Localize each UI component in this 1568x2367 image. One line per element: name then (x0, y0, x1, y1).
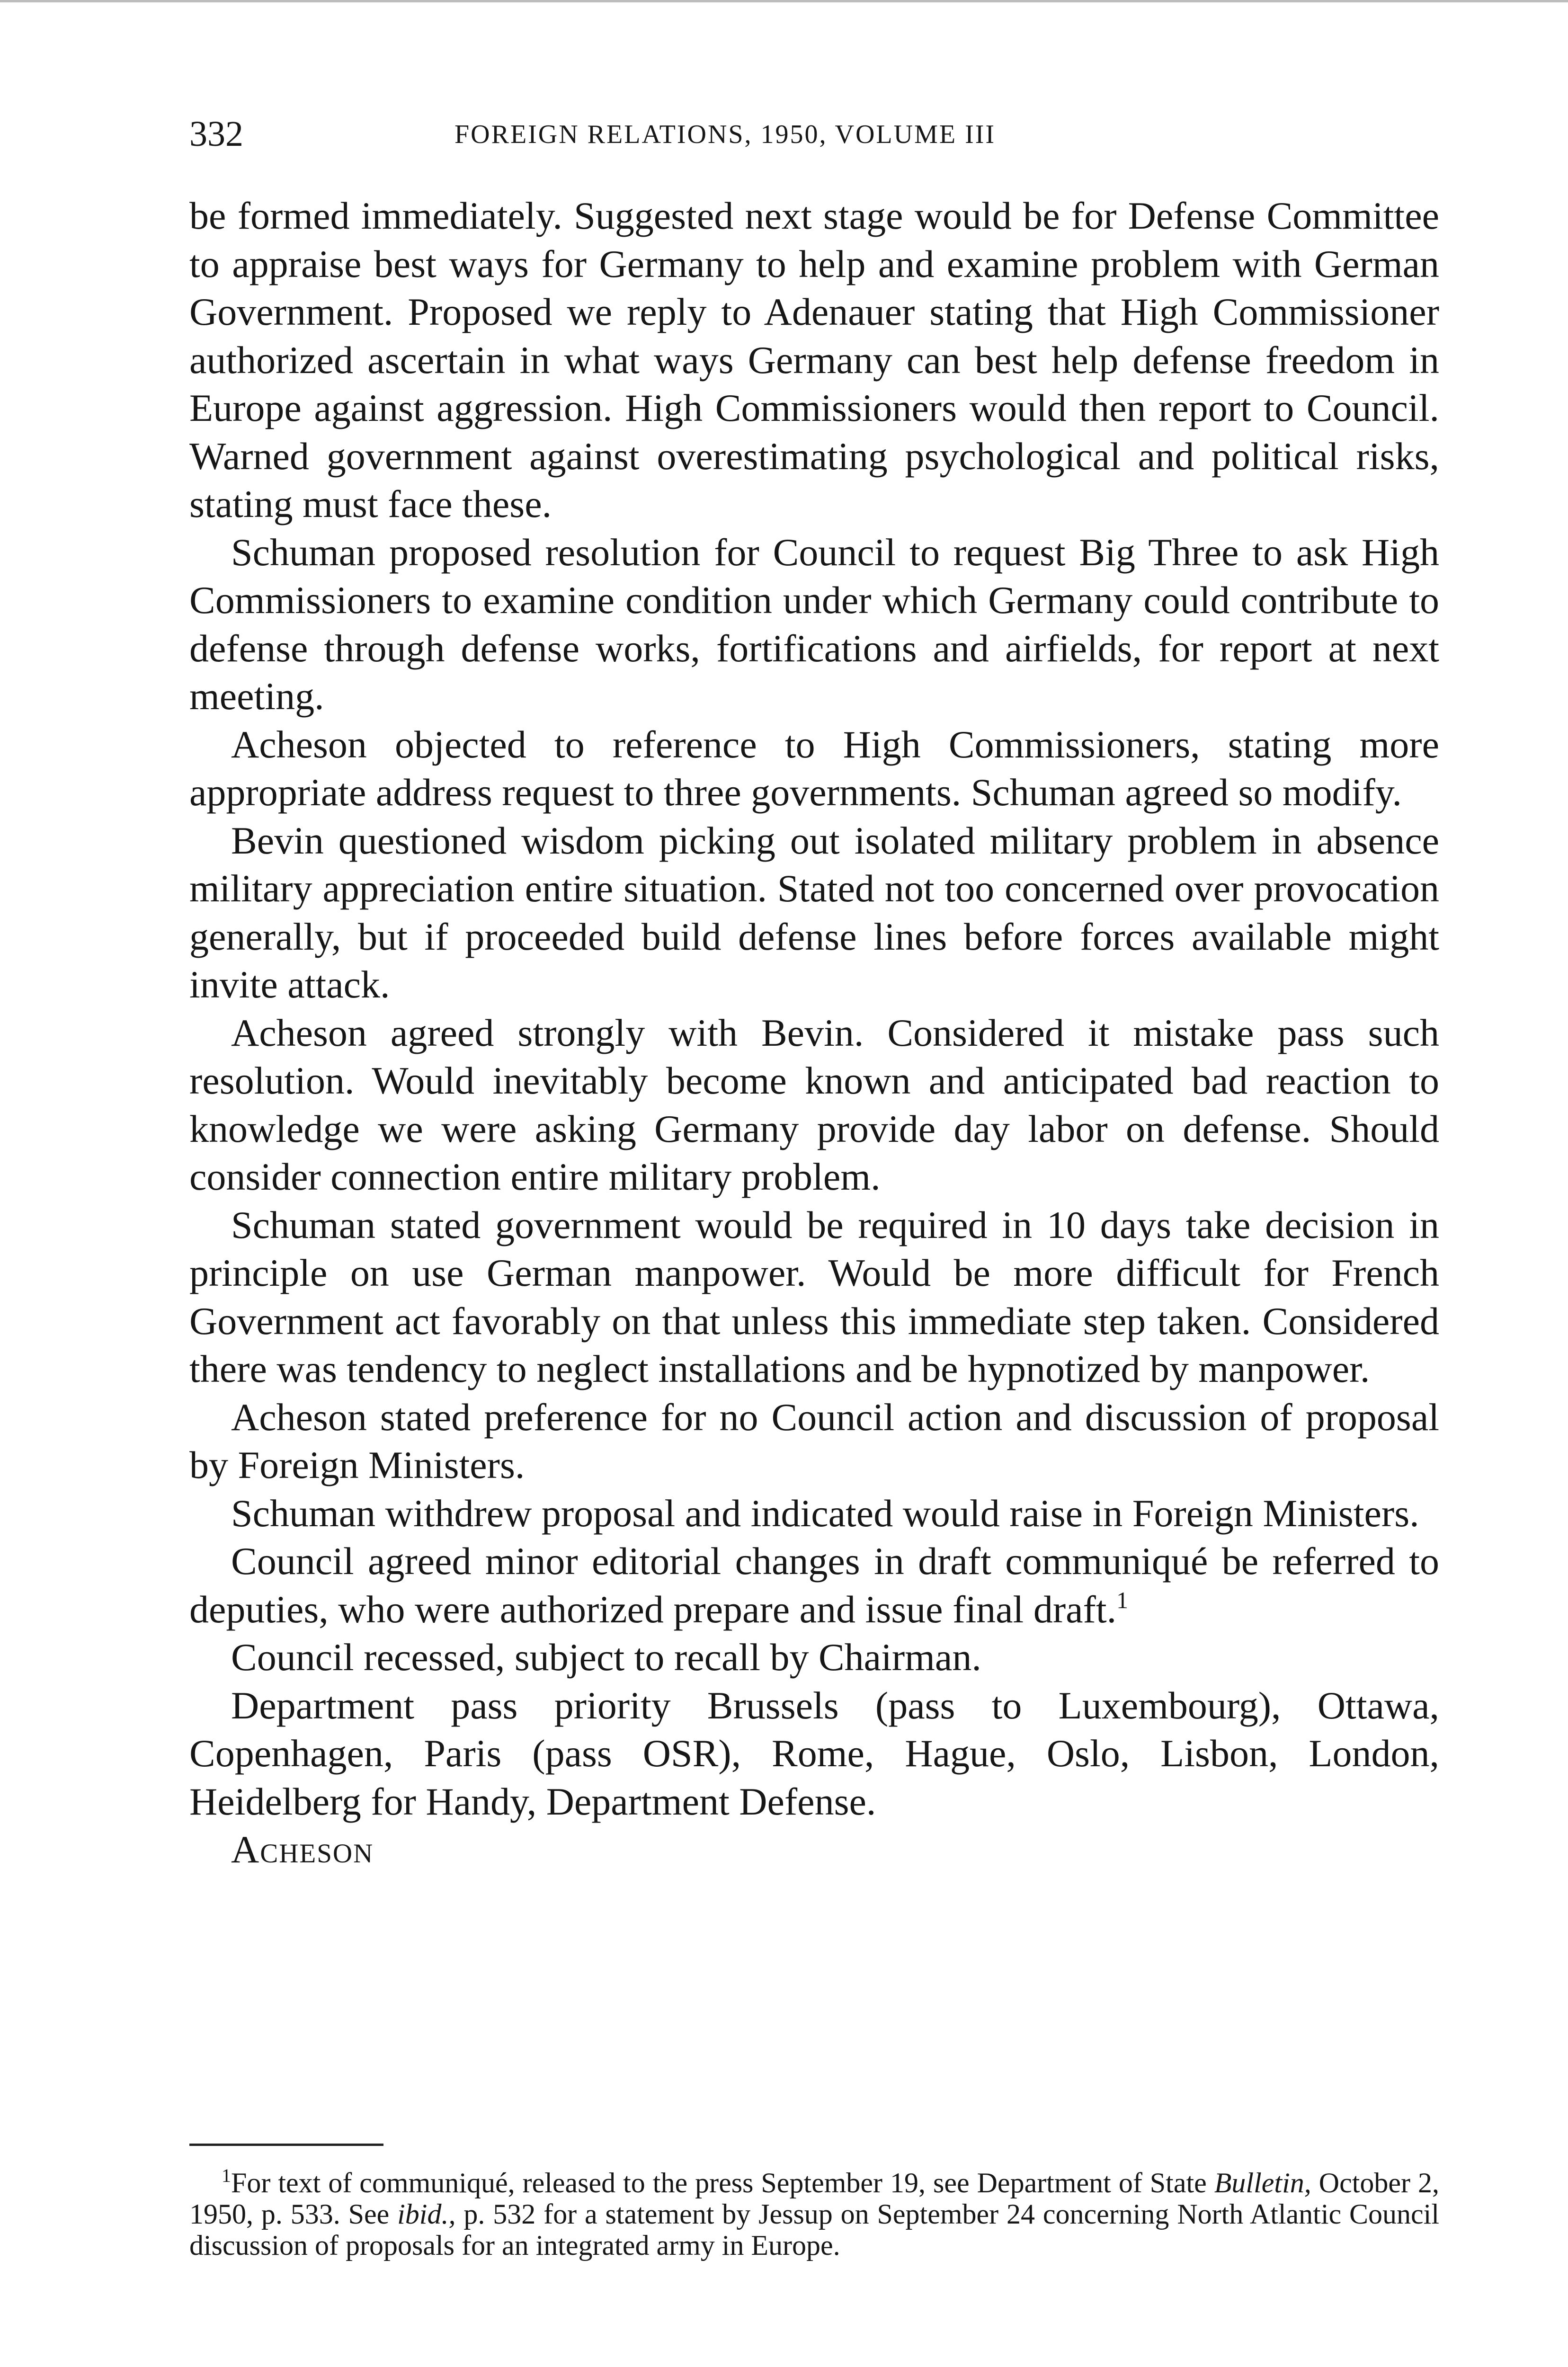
page-number: 332 (189, 114, 243, 154)
footnote-italic: Bulletin, (1214, 2167, 1311, 2198)
page-header (189, 113, 1439, 155)
paragraph: Schuman withdrew proposal and indicated would raise in Foreign Ministers. (231, 1491, 1419, 1535)
body-text (189, 192, 1439, 1874)
footnote-reference: 1 (1116, 1586, 1129, 1613)
paragraph: Acheson agreed strongly with Bevin. Considered it mistake pass such resolution. Would inevitably become known and anticipated bad reaction to knowledge we were asking Germany provide day labor on defense. Should consider connection entire military problem. (189, 1011, 1439, 1198)
page-top-edge (0, 0, 1568, 2)
footnote-text: October 2, 1950, p. 533. See (189, 2167, 1439, 2230)
paragraph: be formed immediately. Suggested next stage would be for Defense Committee to appraise best ways for Germany to help and examine problem with German Government. Proposed we reply to Adenauer stating that High Commissioner authorized ascertain in what ways Germany can best help defense freedom in Europe against aggression. High Commissioners would then report to Council. Warned government against overestimating psychological and political risks, stating must face these. (189, 194, 1439, 525)
footnote-divider (189, 2144, 383, 2146)
footnotes (189, 2167, 1439, 2261)
paragraph: Department pass priority Brussels (pass to Luxembourg), Ottawa, Copenhagen, Paris (pass OSR), Rome, Hague, Oslo, Lisbon, London, Heidelberg for Handy, Department Defense. (189, 1683, 1439, 1823)
paragraph: Bevin questioned wisdom picking out isolated military problem in absence military appreciation entire situation. Stated not too concerned over provocation generally, but if proceeded build defense lines before forces available might invite attack. (189, 819, 1439, 1006)
paragraph: Schuman proposed resolution for Council to request Big Three to ask High Commissioners to examine condition under which Germany could contribute to defense through defense works, fortifications and airfields, for report at next meeting. (189, 530, 1439, 718)
footnote-italic: ibid., (397, 2198, 456, 2230)
paragraph: Schuman stated government would be required in 10 days take decision in principle on use German manpower. Would be more difficult for French Government act favorably on that unless this immediate step taken. Considered there was tendency to neglect installations and be hypnotized by manpower. (189, 1203, 1439, 1390)
footnote (189, 2167, 1439, 2261)
footnote-marker: 1 (222, 2165, 231, 2186)
paragraph: Council recessed, subject to recall by Chairman. (231, 1636, 981, 1679)
paragraph: Acheson objected to reference to High Commissioners, stating more appropriate address request to three governments. Schuman agreed so modify. (189, 722, 1439, 814)
paragraph (189, 1537, 1439, 1633)
footnote-text: For text of communiqué, released to the press September 19, see Department of State (231, 2167, 1214, 2198)
signature: Acheson (231, 1828, 374, 1871)
paragraph-text: Council agreed minor editorial changes in draft communiqué be referred to deputies, who were authorized prepare and issue final draft. (189, 1539, 1439, 1631)
footnote-text: p. 532 for a statement by Jessup on September 24 concerning North Atlantic Council discussion of proposals for an integrated army in Europe. (189, 2198, 1439, 2261)
running-title: FOREIGN RELATIONS, 1950, VOLUME III (454, 120, 996, 149)
paragraph: Acheson stated preference for no Council action and discussion of proposal by Foreign Ministers. (189, 1395, 1439, 1486)
